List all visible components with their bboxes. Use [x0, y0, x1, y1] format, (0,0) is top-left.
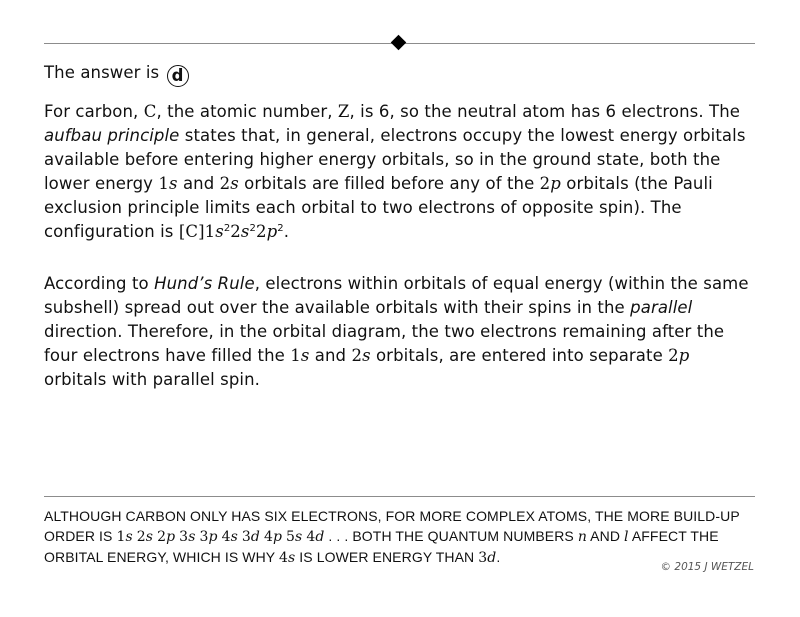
answer-letter-circle: d [167, 65, 189, 87]
hunds-rule-term: Hund’s Rule [154, 274, 255, 293]
footnote: ALTHOUGH CARBON ONLY HAS SIX ELECTRONS, FOR MORE COMPLEX ATOMS, THE MORE BUILD-UP ORDER IS 1s 2s 2p 3s 3p 4s 3d 4p 5s 4d . . . BOTH THE QUANTUM NUMBERS n AND l AFFECT THE ORBITAL ENERGY, WHICH IS WHY 4s IS LOWER ENERGY THAN 3d. [44, 508, 740, 566]
explanation-paragraph-aufbau: For carbon, C, the atomic number, Z, is 6, so the neutral atom has 6 electrons. The aufbau principle states that, in general, electrons occupy the lowest energy orbitals available before entering higher energy orbitals, so in the ground state, both the lower energy 1s and 2s orbitals are filled before any of the 2p orbitals (the Pauli exclusion principle limits each orbital to two electrons of opposite spin). The configuration is $[C]1s^22s^22p^2$. [44, 102, 746, 241]
build-up-order: 1s 2s 2p 3s 3p 4s 3d 4p 5s 4d . . . [116, 528, 349, 545]
aufbau-term: aufbau principle [44, 126, 180, 145]
parallel-term: parallel [630, 298, 693, 317]
copyright: © 2015 J WETZEL [660, 561, 754, 573]
answer-line: The answer is d [44, 61, 756, 87]
explanation-paragraph-hund: According to Hund’s Rule, electrons within orbitals of equal energy (within the same subshell) spread out over the available orbitals with their spins in the parallel direction. Therefore, in the orbital diagram, the two electrons remaining after the four electrons have filled the 1s and 2s orbitals, are entered into separate 2p orbitals with parallel spin. [44, 274, 749, 389]
footnote-divider [44, 496, 755, 497]
diamond-ornament-icon [391, 35, 407, 51]
electron-configuration: $[C]1s^22s^22p^2$ [178, 222, 284, 241]
